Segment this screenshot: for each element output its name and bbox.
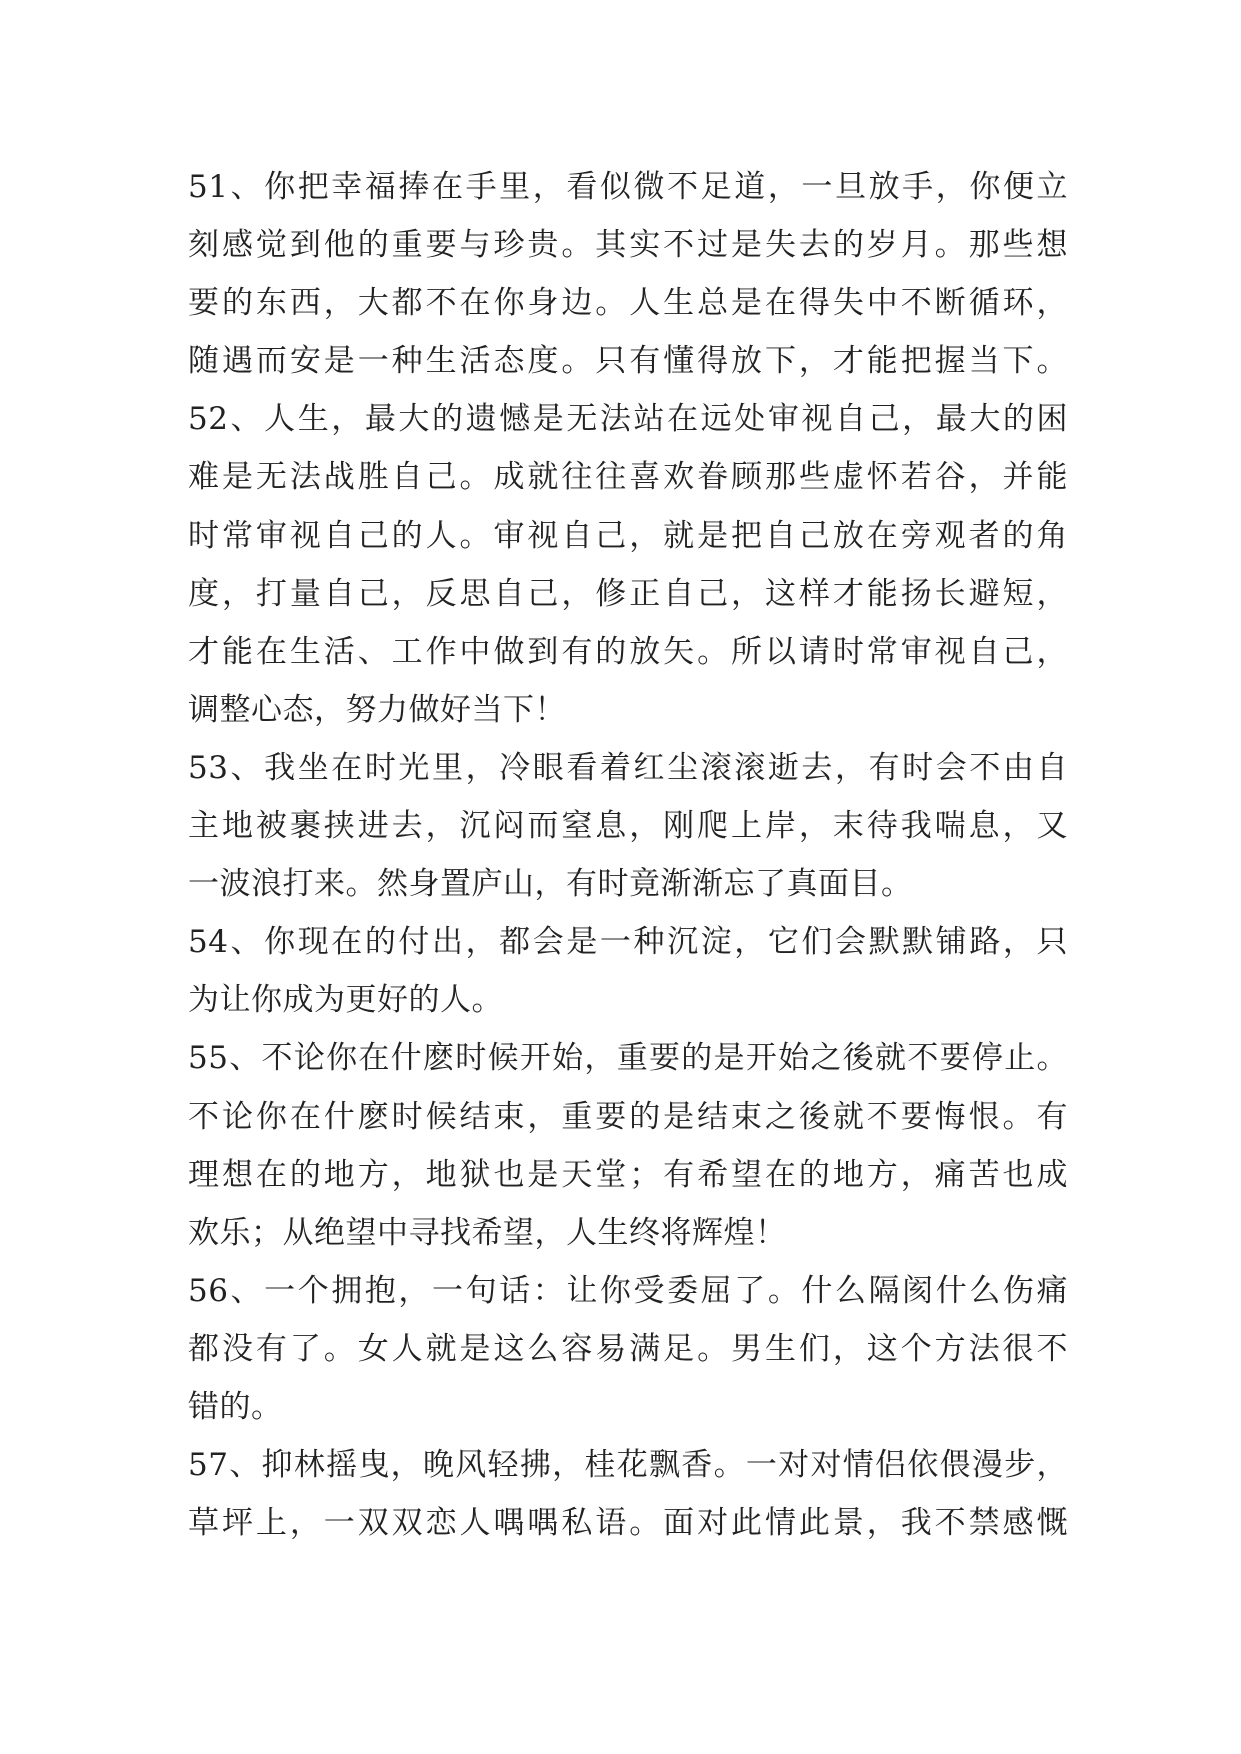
- text-line: 54、你现在的付出，都会是一种沉淀，它们会默默铺路，只: [188, 924, 1068, 961]
- text-line: 欢乐；从绝望中寻找希望，人生终将辉煌！: [188, 1214, 787, 1251]
- text-line: 草坪上，一双双恋人喁喁私语。面对此情此景，我不禁感慨: [188, 1505, 1068, 1542]
- paragraph-51: [188, 158, 1068, 390]
- text-line: 随遇而安是一种生活态度。只有懂得放下，才能把握当下。: [188, 343, 1068, 380]
- paragraph-57: [188, 1436, 1068, 1552]
- paragraph-56: [188, 1262, 1068, 1436]
- text-line: 一波浪打来。然身置庐山，有时竟渐渐忘了真面目。: [188, 866, 913, 903]
- document-body: [188, 158, 1068, 1552]
- text-line: 为让你成为更好的人。: [188, 982, 503, 1019]
- text-line: 51、你把幸福捧在手里，看似微不足道，一旦放手，你便立: [188, 169, 1068, 205]
- text-line: 调整心态，努力做好当下！: [188, 691, 566, 728]
- paragraph-53: [188, 739, 1068, 913]
- text-line: 52、人生，最大的遗憾是无法站在远处审视自己，最大的困: [188, 401, 1068, 438]
- text-line: 不论你在什麽时候结束，重要的是结束之後就不要悔恨。有: [188, 1098, 1068, 1135]
- paragraph-54: [188, 913, 1068, 1029]
- text-line: 才能在生活、工作中做到有的放矢。所以请时常审视自己，: [188, 633, 1068, 670]
- text-line: 错的。: [188, 1388, 283, 1425]
- text-line: 难是无法战胜自己。成就往往喜欢眷顾那些虚怀若谷，并能: [188, 459, 1068, 496]
- text-line: 理想在的地方，地狱也是天堂；有希望在的地方，痛苦也成: [188, 1156, 1068, 1193]
- text-line: 55、不论你在什麽时候开始，重要的是开始之後就不要停止。: [188, 1040, 1068, 1077]
- text-line: 要的东西，大都不在你身边。人生总是在得失中不断循环，: [188, 285, 1068, 322]
- text-line: 56、一个拥抱，一句话：让你受委屈了。什么隔阂什么伤痛: [188, 1272, 1068, 1309]
- text-line: 度，打量自己，反思自己，修正自己，这样才能扬长避短，: [188, 575, 1068, 612]
- text-line: 57、抑林摇曳，晚风轻拂，桂花飘香。一对对情侣依偎漫步，: [188, 1447, 1068, 1484]
- text-line: 刻感觉到他的重要与珍贵。其实不过是失去的岁月。那些想: [188, 227, 1068, 264]
- paragraph-52: [188, 390, 1068, 739]
- text-line: 主地被裹挟进去，沉闷而窒息，刚爬上岸，末待我喘息，又: [188, 808, 1068, 845]
- text-line: 时常审视自己的人。审视自己，就是把自己放在旁观者的角: [188, 517, 1068, 554]
- paragraph-55: [188, 1029, 1068, 1261]
- text-line: 53、我坐在时光里，冷眼看着红尘滚滚逝去，有时会不由自: [188, 749, 1068, 786]
- text-line: 都没有了。女人就是这么容易满足。男生们，这个方法很不: [188, 1330, 1068, 1367]
